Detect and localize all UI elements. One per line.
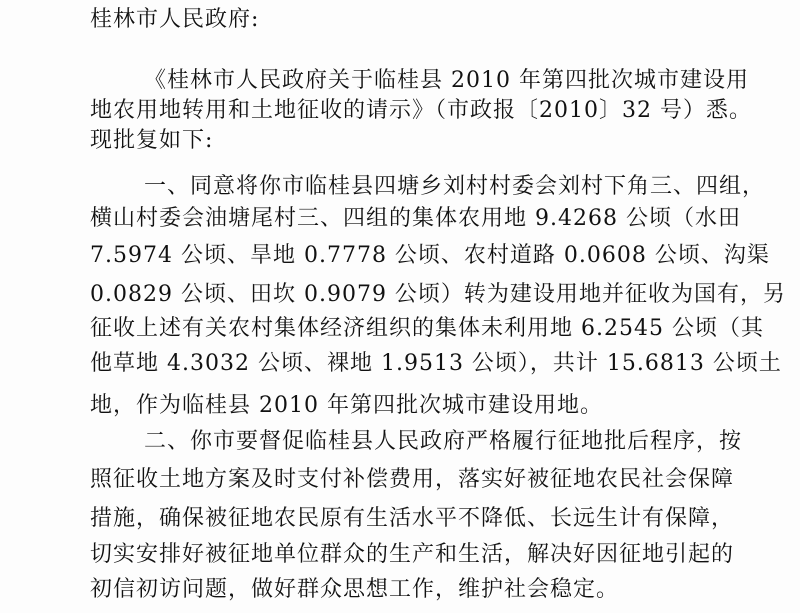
text-line: 《桂林市人民政府关于临桂县 2010 年第四批次城市建设用 — [144, 68, 749, 93]
text-line: 0.0829 公顷、田坎 0.9079 公顷）转为建设用地并征收为国有，另 — [90, 282, 786, 307]
text-line: 7.5974 公顷、旱地 0.7778 公顷、农村道路 0.0608 公顷、沟渠 — [90, 243, 770, 268]
text-line: 一、同意将你市临桂县四塘乡刘村村委会刘村下角三、四组， — [144, 174, 766, 199]
text-line: 地，作为临桂县 2010 年第四批次城市建设用地。 — [90, 393, 603, 418]
text-line: 切实安排好被征地单位群众的生产和生活，解决好因征地引起的 — [90, 542, 735, 567]
text-line: 照征收土地方案及时支付补偿费用，落实好被征地农民社会保障 — [90, 467, 735, 492]
addressee-line: 桂林市人民政府: — [90, 7, 260, 32]
text-line: 横山村委会油塘尾村三、四组的集体农用地 9.4268 公顷（水田 — [90, 206, 741, 231]
text-line: 他草地 4.3032 公顷、裸地 1.9513 公顷），共计 15.6813 公顷土 — [90, 351, 782, 376]
text-line: 二、你市要督促临桂县人民政府严格履行征地批后程序，按 — [144, 429, 743, 454]
text-line: 措施，确保被征地农民原有生活水平不降低、长远生计有保障， — [90, 506, 735, 531]
text-line: 初信初访问题，做好群众思想工作，维护社会稳定。 — [90, 577, 620, 602]
text-line: 征收上述有关农村集体经济组织的集体未利用地 6.2545 公顷（其 — [90, 316, 764, 341]
text-line: 地农用地转用和土地征收的请示》（市政报〔2010〕32 号）悉。 — [90, 98, 752, 123]
text-line: 现批复如下: — [90, 128, 214, 153]
